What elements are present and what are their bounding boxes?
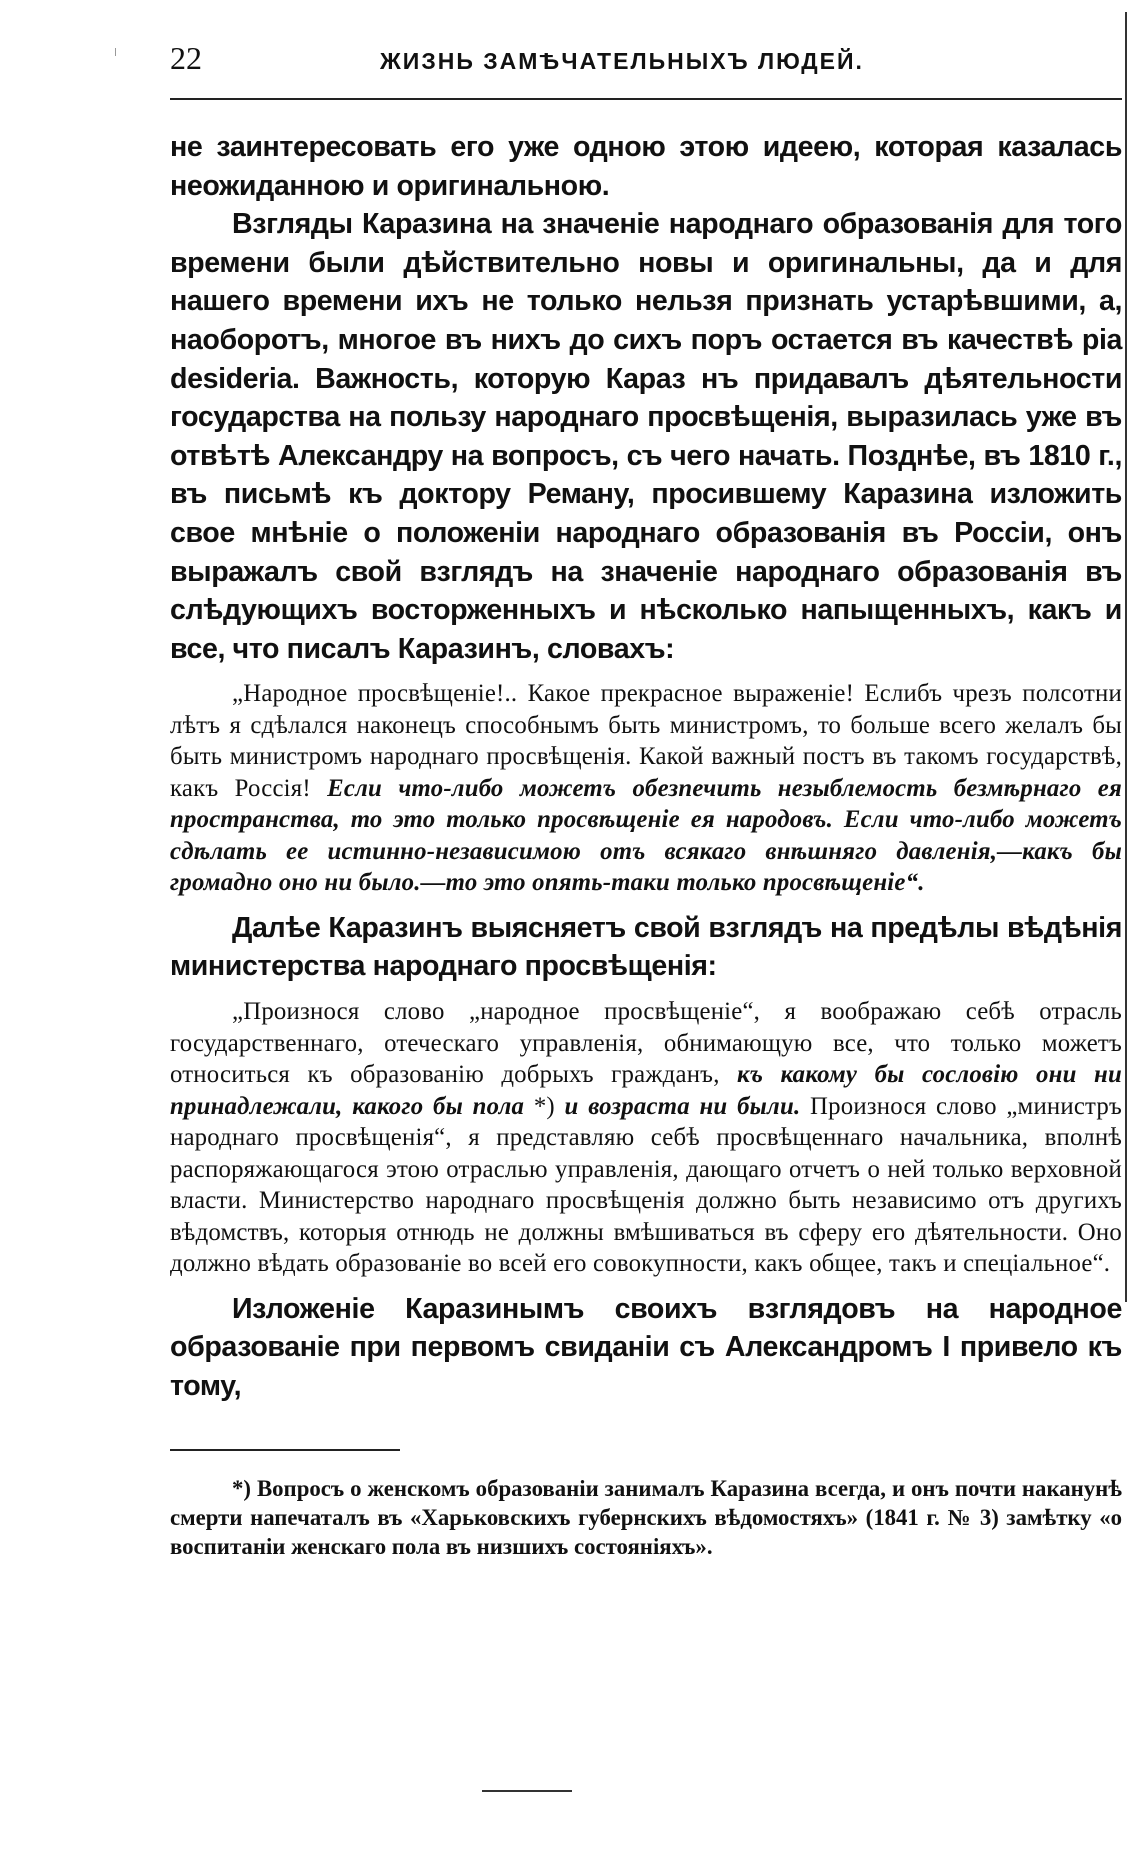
- margin-mark: [115, 48, 116, 56]
- page-header: [170, 40, 1122, 100]
- quote-2-part-3: Произнося слово „министръ народнаго просвѣщенія“, я представляю себѣ просвѣщеннаго начальника, вполнѣ распоряжающагося этою отраслью управленія, дающаго отчетъ о ней только верховной власти. Министерство народнаго просвѣщенія должно быть независимо отъ другихъ вѣдомствъ, которыя отнюдь не должны вмѣшиваться въ сферу его дѣятельности. Оно должно вѣдать образованіе во всей его совокупности, какъ общее, такъ и спеціальное“.: [170, 1092, 1123, 1277]
- footnote-divider: [170, 1449, 400, 1451]
- main-text: [170, 128, 1122, 1405]
- right-margin-rule: [1125, 12, 1127, 1302]
- paragraph-4: Изложеніе Каразинымъ своихъ взглядовъ на народное образованіе при первомъ свиданіи съ Александромъ I привело къ тому,: [170, 1292, 1122, 1402]
- paragraph-3: Далѣе Каразинъ выясняетъ свой взглядъ на предѣлы вѣдѣнія министерства народнаго просвѣщенія:: [170, 911, 1122, 983]
- quote-2-part-1: „Произнося слово „народное просвѣщеніе“, я воображаю себѣ отрасль государственнаго, отеческаго управленія, обнимающую все, что только можетъ относиться къ образованію добрыхъ гражданъ,: [170, 998, 1122, 1088]
- quote-1: [170, 678, 1122, 899]
- book-page: [170, 40, 1122, 1584]
- quote-1-plain: „Народное просвѣщеніе!.. Какое прекрасное выраженіе! Еслибъ чрезъ полсотни лѣтъ я сдѣлался наконецъ способнымъ быть министромъ, то больше всего желалъ бы быть министромъ народнаго просвѣщенія. Какой важный постъ въ такомъ государствѣ, какъ Россія!: [170, 680, 1122, 802]
- quote-1-italic: Если что-либо можетъ обезпечить незыблемость безмѣрнаго ея пространства, то это только просвѣщеніе ея народовъ. Если что-либо можетъ сдѣлать ее истинно-независимою отъ всякаго внѣшняго давленія,—какъ бы громадно оно ни было.—то это опять-таки только просвѣщеніе“.: [170, 774, 1122, 897]
- footnote: *) Вопросъ о женскомъ образованіи занималъ Каразина всегда, и онъ почти наканунѣ смерти напечаталъ въ «Харьковскихъ губернскихъ вѣдомостяхъ» (1841 г. № 3) замѣтку «о воспитаніи женскаго пола въ низшихъ состояніяхъ».: [170, 1476, 1122, 1560]
- paragraph-1: не заинтересовать его уже одною этою идеею, которая казалась неожиданною и оригинальною.: [170, 131, 1122, 202]
- running-head: ЖИЗНЬ ЗАМѢЧАТЕЛЬНЫХЪ ЛЮДЕЙ.: [380, 48, 864, 74]
- footnote-marker: *): [524, 1092, 565, 1120]
- quote-2: [170, 996, 1122, 1280]
- quote-2-italic-1: къ какому бы сословію они ни принадлежали, какого бы пола: [170, 1061, 1122, 1120]
- page-number: 22: [170, 40, 202, 76]
- paragraph-2: Взгляды Каразина на значеніе народнаго образованія для того времени были дѣйствительно новы и оригинальны, да и для нашего времени ихъ не только нельзя признать устарѣвшими, а, наоборотъ, многое въ нихъ до сихъ поръ остается въ качествѣ pia desideria. Важность, которую Караз нъ придавалъ дѣятельности государства на пользу народнаго просвѣщенія, выразилась уже въ отвѣтѣ Александру на вопросъ, съ чего начать. Позднѣе, въ 1810 г., въ письмѣ къ доктору Реману, просившему Каразина изложить свое мнѣніе о положеніи народнаго образованія въ Россіи, онъ выражалъ свой взглядъ на значеніе народнаго образованія въ слѣдующихъ восторженныхъ и нѣсколько напыщенныхъ, какъ и все, что писалъ Каразинъ, словахъ:: [170, 208, 1122, 665]
- bottom-rule: [482, 1790, 572, 1792]
- quote-2-italic-2: и возраста ни были.: [564, 1092, 801, 1120]
